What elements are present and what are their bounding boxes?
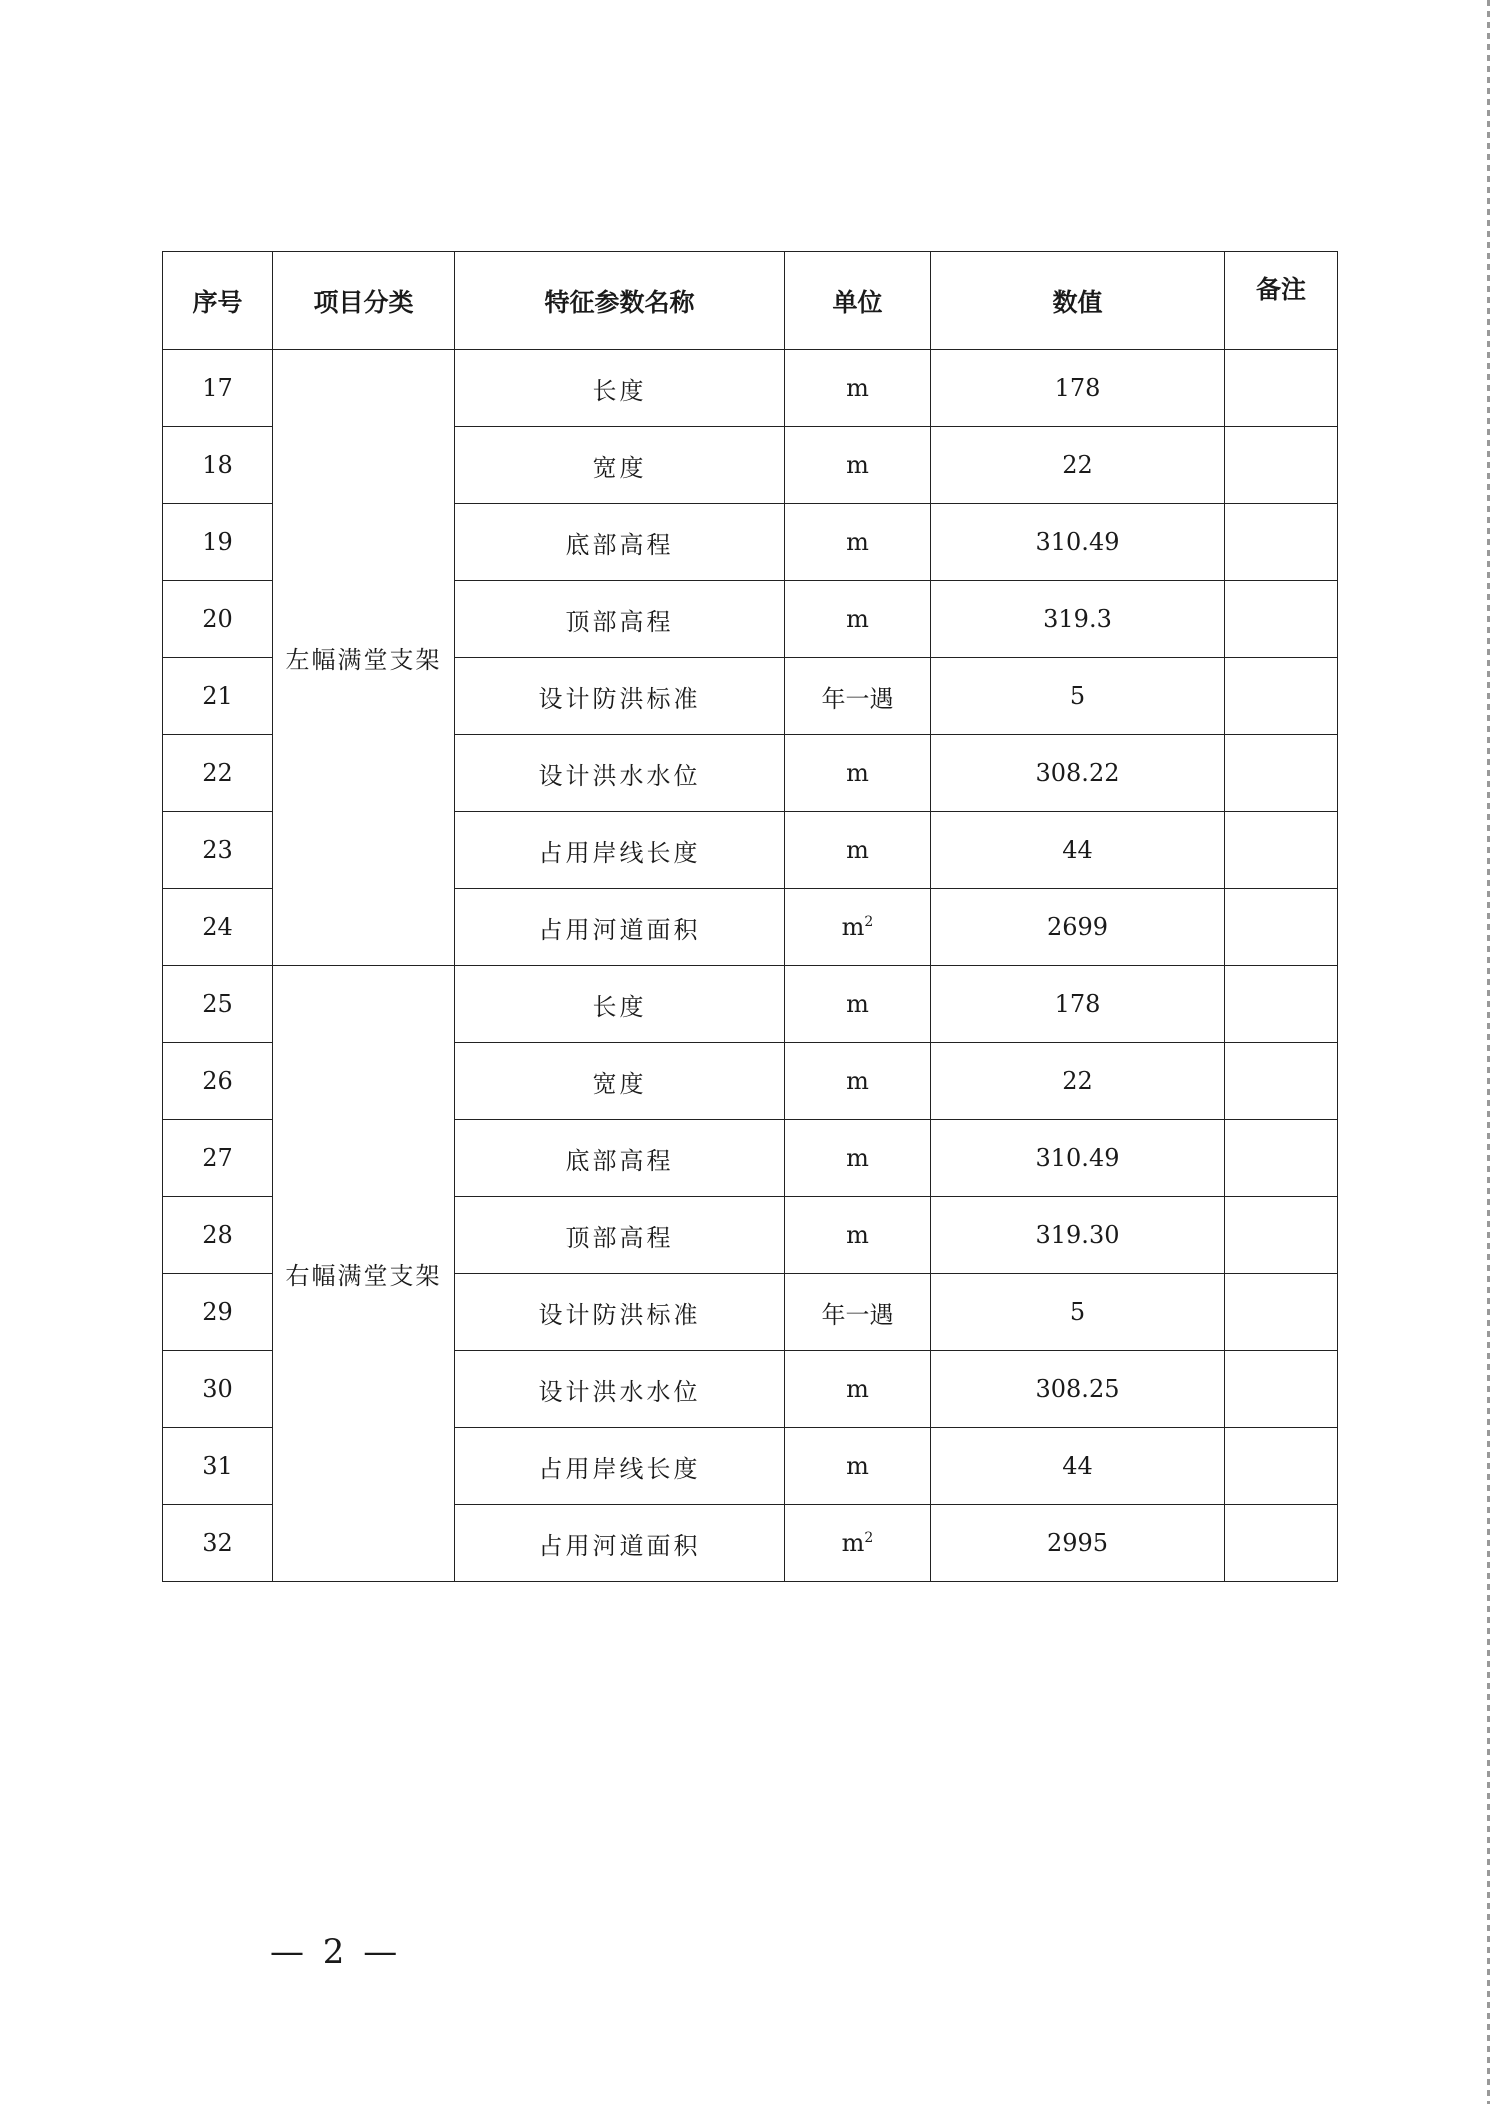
unit-superscript: 2 (864, 1530, 874, 1546)
parameter-table (162, 251, 1338, 1582)
param-name-cell: 设计防洪标准 (455, 1274, 785, 1351)
row-index-cell: 27 (163, 1120, 273, 1197)
unit-text: m (846, 1375, 869, 1403)
row-index-cell: 25 (163, 966, 273, 1043)
row-index-cell: 21 (163, 658, 273, 735)
param-name-cell: 顶部高程 (455, 1197, 785, 1274)
param-name-cell: 长度 (455, 966, 785, 1043)
param-name-cell: 底部高程 (455, 504, 785, 581)
value-cell: 319.3 (931, 581, 1225, 658)
unit-text: 年一遇 (821, 684, 894, 713)
header-index: 序号 (163, 252, 273, 350)
remark-cell (1225, 427, 1338, 504)
row-index-cell: 26 (163, 1043, 273, 1120)
remark-cell (1225, 1505, 1338, 1582)
unit-cell (785, 1043, 931, 1120)
remark-cell (1225, 581, 1338, 658)
value-cell: 310.49 (931, 1120, 1225, 1197)
param-name-cell: 宽度 (455, 1043, 785, 1120)
value-cell: 2699 (931, 889, 1225, 966)
unit-cell (785, 350, 931, 427)
value-cell: 2995 (931, 1505, 1225, 1582)
unit-text: m (846, 836, 869, 864)
value-cell: 308.22 (931, 735, 1225, 812)
unit-text: 年一遇 (821, 1300, 894, 1329)
row-index-cell: 22 (163, 735, 273, 812)
remark-cell (1225, 350, 1338, 427)
unit-text: m (846, 528, 869, 556)
category-cell: 左幅满堂支架 (273, 350, 455, 966)
remark-cell (1225, 735, 1338, 812)
unit-cell (785, 1120, 931, 1197)
unit-text: m (841, 913, 865, 941)
param-name-cell: 占用河道面积 (455, 1505, 785, 1582)
value-cell: 22 (931, 427, 1225, 504)
value-cell: 310.49 (931, 504, 1225, 581)
param-name-cell: 设计防洪标准 (455, 658, 785, 735)
value-cell: 178 (931, 350, 1225, 427)
remark-cell (1225, 1043, 1338, 1120)
unit-cell (785, 504, 931, 581)
row-index-cell: 31 (163, 1428, 273, 1505)
unit-cell (785, 658, 931, 735)
unit-text: m (846, 759, 869, 787)
unit-text: m (841, 1529, 865, 1557)
value-cell: 44 (931, 1428, 1225, 1505)
param-name-cell: 宽度 (455, 427, 785, 504)
header-param-name: 特征参数名称 (455, 252, 785, 350)
param-name-cell: 占用河道面积 (455, 889, 785, 966)
unit-cell (785, 812, 931, 889)
header-unit: 单位 (785, 252, 931, 350)
header-value: 数值 (931, 252, 1225, 350)
unit-cell (785, 581, 931, 658)
remark-cell (1225, 504, 1338, 581)
param-name-cell: 设计洪水水位 (455, 735, 785, 812)
unit-cell (785, 735, 931, 812)
unit-cell (785, 889, 931, 966)
unit-text: m (846, 605, 869, 633)
value-cell: 5 (931, 1274, 1225, 1351)
remark-cell (1225, 658, 1338, 735)
remark-cell (1225, 889, 1338, 966)
unit-cell (785, 1351, 931, 1428)
remark-cell (1225, 1197, 1338, 1274)
category-cell: 右幅满堂支架 (273, 966, 455, 1582)
unit-superscript: 2 (864, 914, 874, 930)
table-row (163, 350, 1338, 427)
header-row (163, 252, 1338, 350)
unit-text: m (846, 1452, 869, 1480)
unit-text: m (846, 374, 869, 402)
param-name-cell: 设计洪水水位 (455, 1351, 785, 1428)
remark-cell (1225, 1120, 1338, 1197)
row-index-cell: 29 (163, 1274, 273, 1351)
remark-cell (1225, 1274, 1338, 1351)
row-index-cell: 30 (163, 1351, 273, 1428)
unit-cell (785, 1428, 931, 1505)
remark-cell (1225, 1351, 1338, 1428)
value-cell: 319.30 (931, 1197, 1225, 1274)
unit-text: m (846, 1144, 869, 1172)
value-cell: 22 (931, 1043, 1225, 1120)
unit-text: m (846, 990, 869, 1018)
param-name-cell: 底部高程 (455, 1120, 785, 1197)
header-remark: 备注 (1225, 252, 1338, 350)
row-index-cell: 17 (163, 350, 273, 427)
value-cell: 308.25 (931, 1351, 1225, 1428)
unit-cell (785, 1197, 931, 1274)
unit-cell (785, 1505, 931, 1582)
unit-text: m (846, 451, 869, 479)
row-index-cell: 19 (163, 504, 273, 581)
row-index-cell: 24 (163, 889, 273, 966)
remark-cell (1225, 966, 1338, 1043)
value-cell: 5 (931, 658, 1225, 735)
unit-cell (785, 427, 931, 504)
row-index-cell: 18 (163, 427, 273, 504)
unit-cell (785, 966, 931, 1043)
page-number: — 2 — (270, 1932, 402, 1972)
remark-cell (1225, 812, 1338, 889)
remark-cell (1225, 1428, 1338, 1505)
param-name-cell: 顶部高程 (455, 581, 785, 658)
param-name-cell: 占用岸线长度 (455, 812, 785, 889)
param-name-cell: 占用岸线长度 (455, 1428, 785, 1505)
value-cell: 178 (931, 966, 1225, 1043)
table-body (163, 350, 1338, 1582)
row-index-cell: 28 (163, 1197, 273, 1274)
row-index-cell: 20 (163, 581, 273, 658)
row-index-cell: 32 (163, 1505, 273, 1582)
header-category: 项目分类 (273, 252, 455, 350)
unit-cell (785, 1274, 931, 1351)
value-cell: 44 (931, 812, 1225, 889)
param-name-cell: 长度 (455, 350, 785, 427)
table-row (163, 966, 1338, 1043)
unit-text: m (846, 1067, 869, 1095)
unit-text: m (846, 1221, 869, 1249)
row-index-cell: 23 (163, 812, 273, 889)
